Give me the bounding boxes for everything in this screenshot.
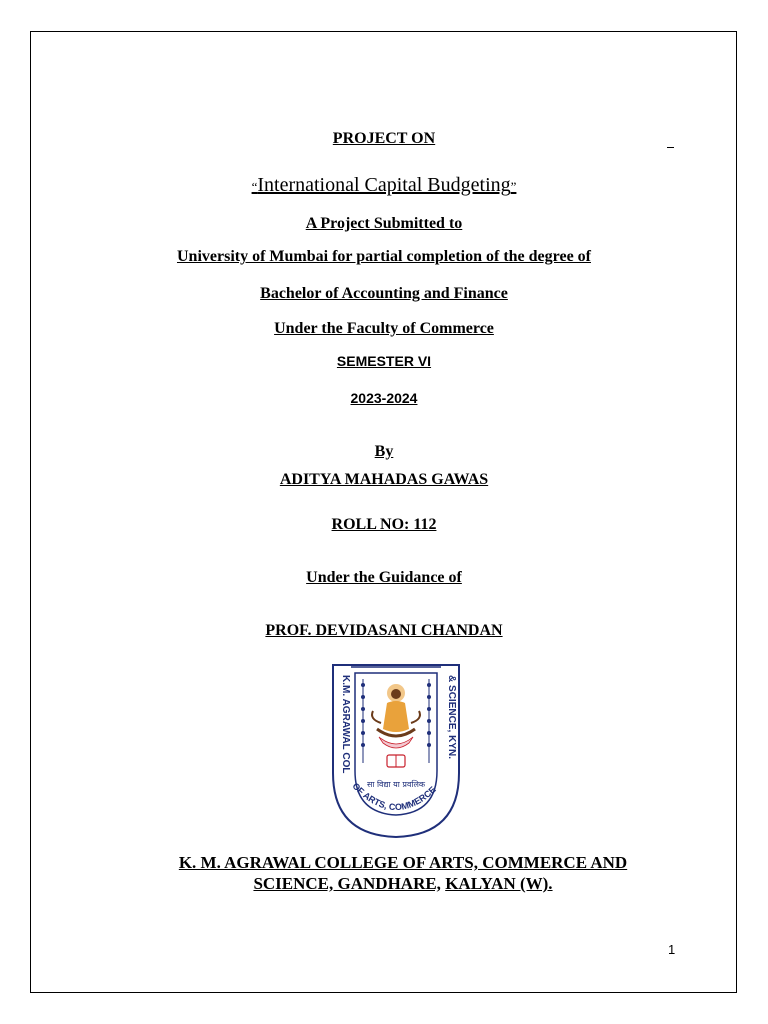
college-name-line2b: KALYAN (W).: [445, 874, 553, 893]
emblem-text-bottom: OF ARTS, COMMERCE: [350, 780, 438, 813]
degree-name: Bachelor of Accounting and Finance: [260, 285, 508, 302]
guide-name: PROF. DEVIDASANI CHANDAN: [265, 622, 503, 639]
emblem-motto: सा विद्या या प्रवलिक: [366, 780, 426, 789]
by-label: By: [374, 443, 394, 460]
roll-number: ROLL NO: 112: [331, 516, 437, 533]
project-heading: PROJECT ON: [332, 130, 436, 147]
college-name-line1: K. M. AGRAWAL COLLEGE OF ARTS, COMMERCE AND: [178, 853, 628, 872]
student-name: ADITYA MAHADAS GAWAS: [279, 471, 489, 488]
university-line: University of Mumbai for partial completion of the degree of: [176, 248, 591, 265]
title-open-quote: “: [251, 179, 258, 194]
college-name: [100, 852, 706, 894]
title-close-quote: ”: [510, 179, 517, 194]
semester: SEMESTER VI: [336, 353, 432, 369]
submitted-to: A Project Submitted to: [305, 215, 463, 232]
page-number: 1: [668, 942, 676, 957]
svg-text:& SCIENCE, KYN.: [446, 675, 457, 759]
academic-year: 2023-2024: [350, 390, 418, 406]
project-title: [0, 174, 768, 197]
college-emblem-logo: [329, 663, 463, 839]
college-name-line2a: SCIENCE, GANDHARE,: [253, 874, 441, 893]
guidance-label: Under the Guidance of: [306, 569, 462, 586]
emblem-text-right: & SCIENCE, KYN.: [446, 675, 457, 759]
title-text: International Capital Budgeting: [257, 174, 511, 196]
emblem-text-left: K.M. AGRAWAL COL: [340, 675, 351, 774]
stray-underline-mark: [667, 147, 674, 148]
faculty-line: Under the Faculty of Commerce: [274, 320, 494, 337]
